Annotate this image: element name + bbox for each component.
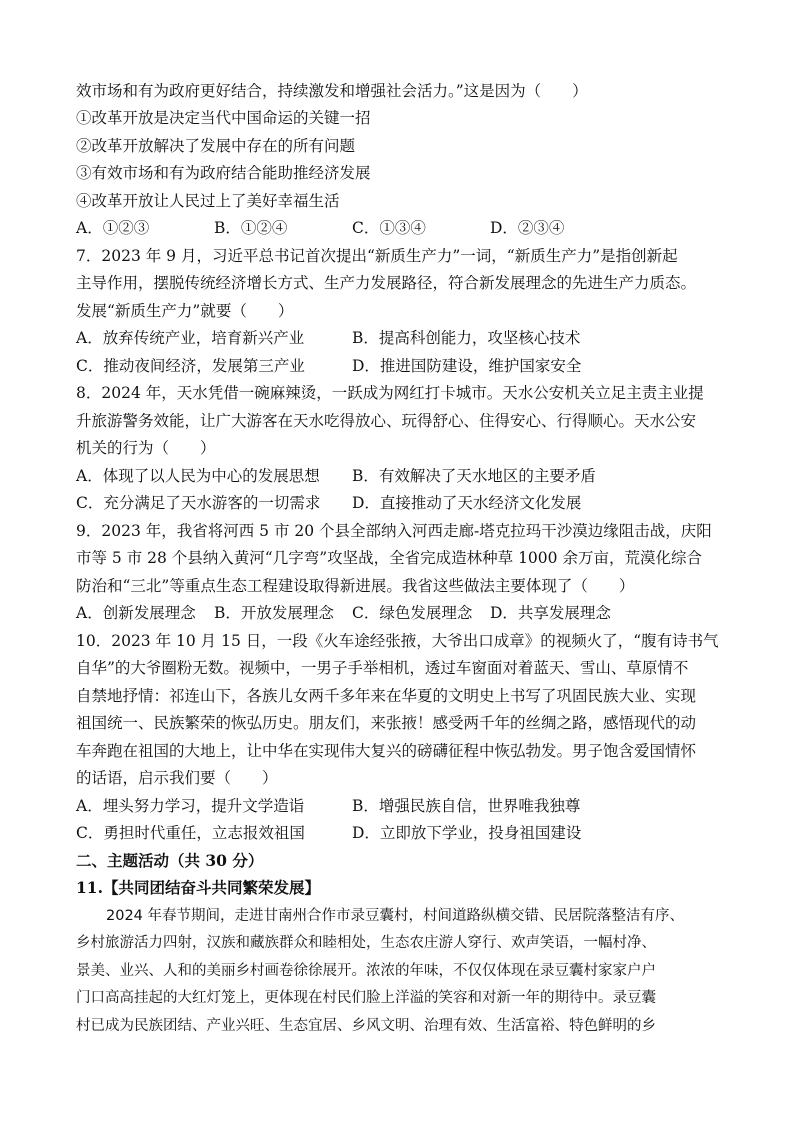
q7-option-d[interactable]: D．推进国防建设，维护国家安全 [352,357,582,375]
q10-stem-line-2: 自华”的大爷圈粉无数。视频中，一男子手举相机，透过车窗面对着蓝天、雪山、草原情不 [76,659,689,677]
q10-stem-line-4: 祖国统一、民族繁荣的恢弘历史。朋友们，来张掖！感受两千年的丝绸之路，感悟现代的动 [76,714,697,732]
q9-option-b[interactable]: B．开放发展理念 [214,604,334,622]
q10-options-row-1 [76,796,716,816]
q6-statement-1: ①改革开放是决定当代中国命运的关键一招 [76,109,371,127]
q7-options-row-2 [76,356,716,376]
q11-material-line-1: 2024 年春节期间，走进甘南州合作市录豆囊村，村间道路纵横交错、民居院落整洁有序、 [106,908,685,924]
q7-option-a[interactable]: A．放弃传统产业，培育新兴产业 [76,329,305,347]
q7-stem-line-3: 发展“新质生产力”就要（ ） [76,302,294,320]
q6-options [76,218,716,238]
q9-option-c[interactable]: C．绿色发展理念 [352,604,473,622]
q6-statement-3: ③有效市场和有为政府结合能助推经济发展 [76,164,371,182]
q8-option-d[interactable]: D．直接推动了天水经济文化发展 [352,494,582,512]
q8-options-row-2 [76,493,716,513]
q11-material-line-2: 乡村旅游活力四射，汉族和藏族群众和睦相处，生态农庄游人穿行、欢声笑语，一幅村净、 [76,935,656,951]
q9-option-a[interactable]: A．创新发展理念 [76,604,196,622]
section-2-title: 二、主题活动（共 30 分） [76,851,264,870]
q9-options [76,603,716,623]
q8-stem-line-2: 升旅游警务效能，让广大游客在天水吃得放心、玩得舒心、住得安心、行得顺心。天水公安 [76,412,697,430]
q10-options-row-2 [76,823,716,843]
q8-stem-line-3: 机关的行为（ ） [76,439,216,457]
q11-material-line-3: 景美、业兴、人和的美丽乡村画卷徐徐展开。浓浓的年味，不仅仅体现在录豆囊村家家户户 [76,963,656,979]
q6-stem-tail: 效市场和有为政府更好结合，持续激发和增强社会活力。”这是因为（ ） [76,82,588,100]
q11-material-line-5: 村已成为民族团结、产业兴旺、生态宜居、乡风文明、治理有效、生活富裕、特色鲜明的乡 [76,1018,656,1034]
q9-stem-line-1: 9．2023 年，我省将河西 5 市 20 个县全部纳入河西走廊-塔克拉玛干沙漠边缘阻击战，庆阳 [76,522,712,540]
q7-stem-line-2: 主导作用，摆脱传统经济增长方式、生产力发展路径，符合新发展理念的先进生产力质态。 [76,274,697,292]
q6-option-a[interactable]: A．①②③ [76,219,150,237]
q9-option-d[interactable]: D．共享发展理念 [490,604,611,622]
q10-stem-line-3: 自禁地抒情：祁连山下，各族儿女两千多年来在华夏的文明史上书写了巩固民族大业、实现 [76,687,697,705]
q6-statement-4: ④改革开放让人民过上了美好幸福生活 [76,192,340,210]
q8-options-row-1 [76,466,716,486]
q7-option-b[interactable]: B．提高科创能力，攻坚核心技术 [352,329,581,347]
q10-option-b[interactable]: B．增强民族自信，世界唯我独尊 [352,797,581,815]
q7-options-row-1 [76,328,716,348]
q11-material-line-4: 门口高高挂起的大红灯笼上，更体现在村民们脸上洋溢的笑容和对新一年的期待中。录豆囊 [76,990,656,1006]
q10-option-d[interactable]: D．立即放下学业，投身祖国建设 [352,824,582,842]
q7-option-c[interactable]: C．推动夜间经济，发展第三产业 [76,357,305,375]
q6-option-b[interactable]: B．①②④ [214,219,288,237]
q8-stem-line-1: 8．2024 年，天水凭借一碗麻辣烫，一跃成为网红打卡城市。天水公安机关立足主责主业提 [76,384,704,402]
q8-option-c[interactable]: C．充分满足了天水游客的一切需求 [76,494,321,512]
q8-option-b[interactable]: B．有效解决了天水地区的主要矛盾 [352,467,596,485]
q6-option-c[interactable]: C．①③④ [352,219,426,237]
q10-option-c[interactable]: C．勇担时代重任，立志报效祖国 [76,824,305,842]
q6-statement-2: ②改革开放解决了发展中存在的所有问题 [76,137,356,155]
q8-option-a[interactable]: A．体现了以人民为中心的发展思想 [76,467,320,485]
q11-heading: 11.【共同团结奋斗共同繁荣发展】 [76,878,320,897]
q9-stem-line-3: 防治和“三北”等重点生态工程建设取得新进展。我省这些做法主要体现了（ ） [76,577,635,595]
q9-stem-line-2: 市等 5 市 28 个县纳入黄河“几字弯”攻坚战，全省完成造林种草 1000 余万亩，荒漠化综合 [76,549,702,567]
q10-option-a[interactable]: A．埋头努力学习，提升文学造诣 [76,797,305,815]
q10-stem-line-1: 10．2023 年 10 月 15 日，一段《火车途经张掖，大爷出口成章》的视频火了，“腹有诗书气 [76,632,719,650]
q7-stem-line-1: 7．2023 年 9 月，习近平总书记首次提出“新质生产力”一词，“新质生产力”是指创新起 [76,247,678,265]
q6-option-d[interactable]: D．②③④ [490,219,565,237]
q10-stem-line-5: 车奔跑在祖国的大地上，让中华在实现伟大复兴的磅礴征程中恢弘勃发。男子饱含爱国情怀 [76,742,697,760]
q10-stem-line-6: 的话语，启示我们要（ ） [76,769,278,787]
